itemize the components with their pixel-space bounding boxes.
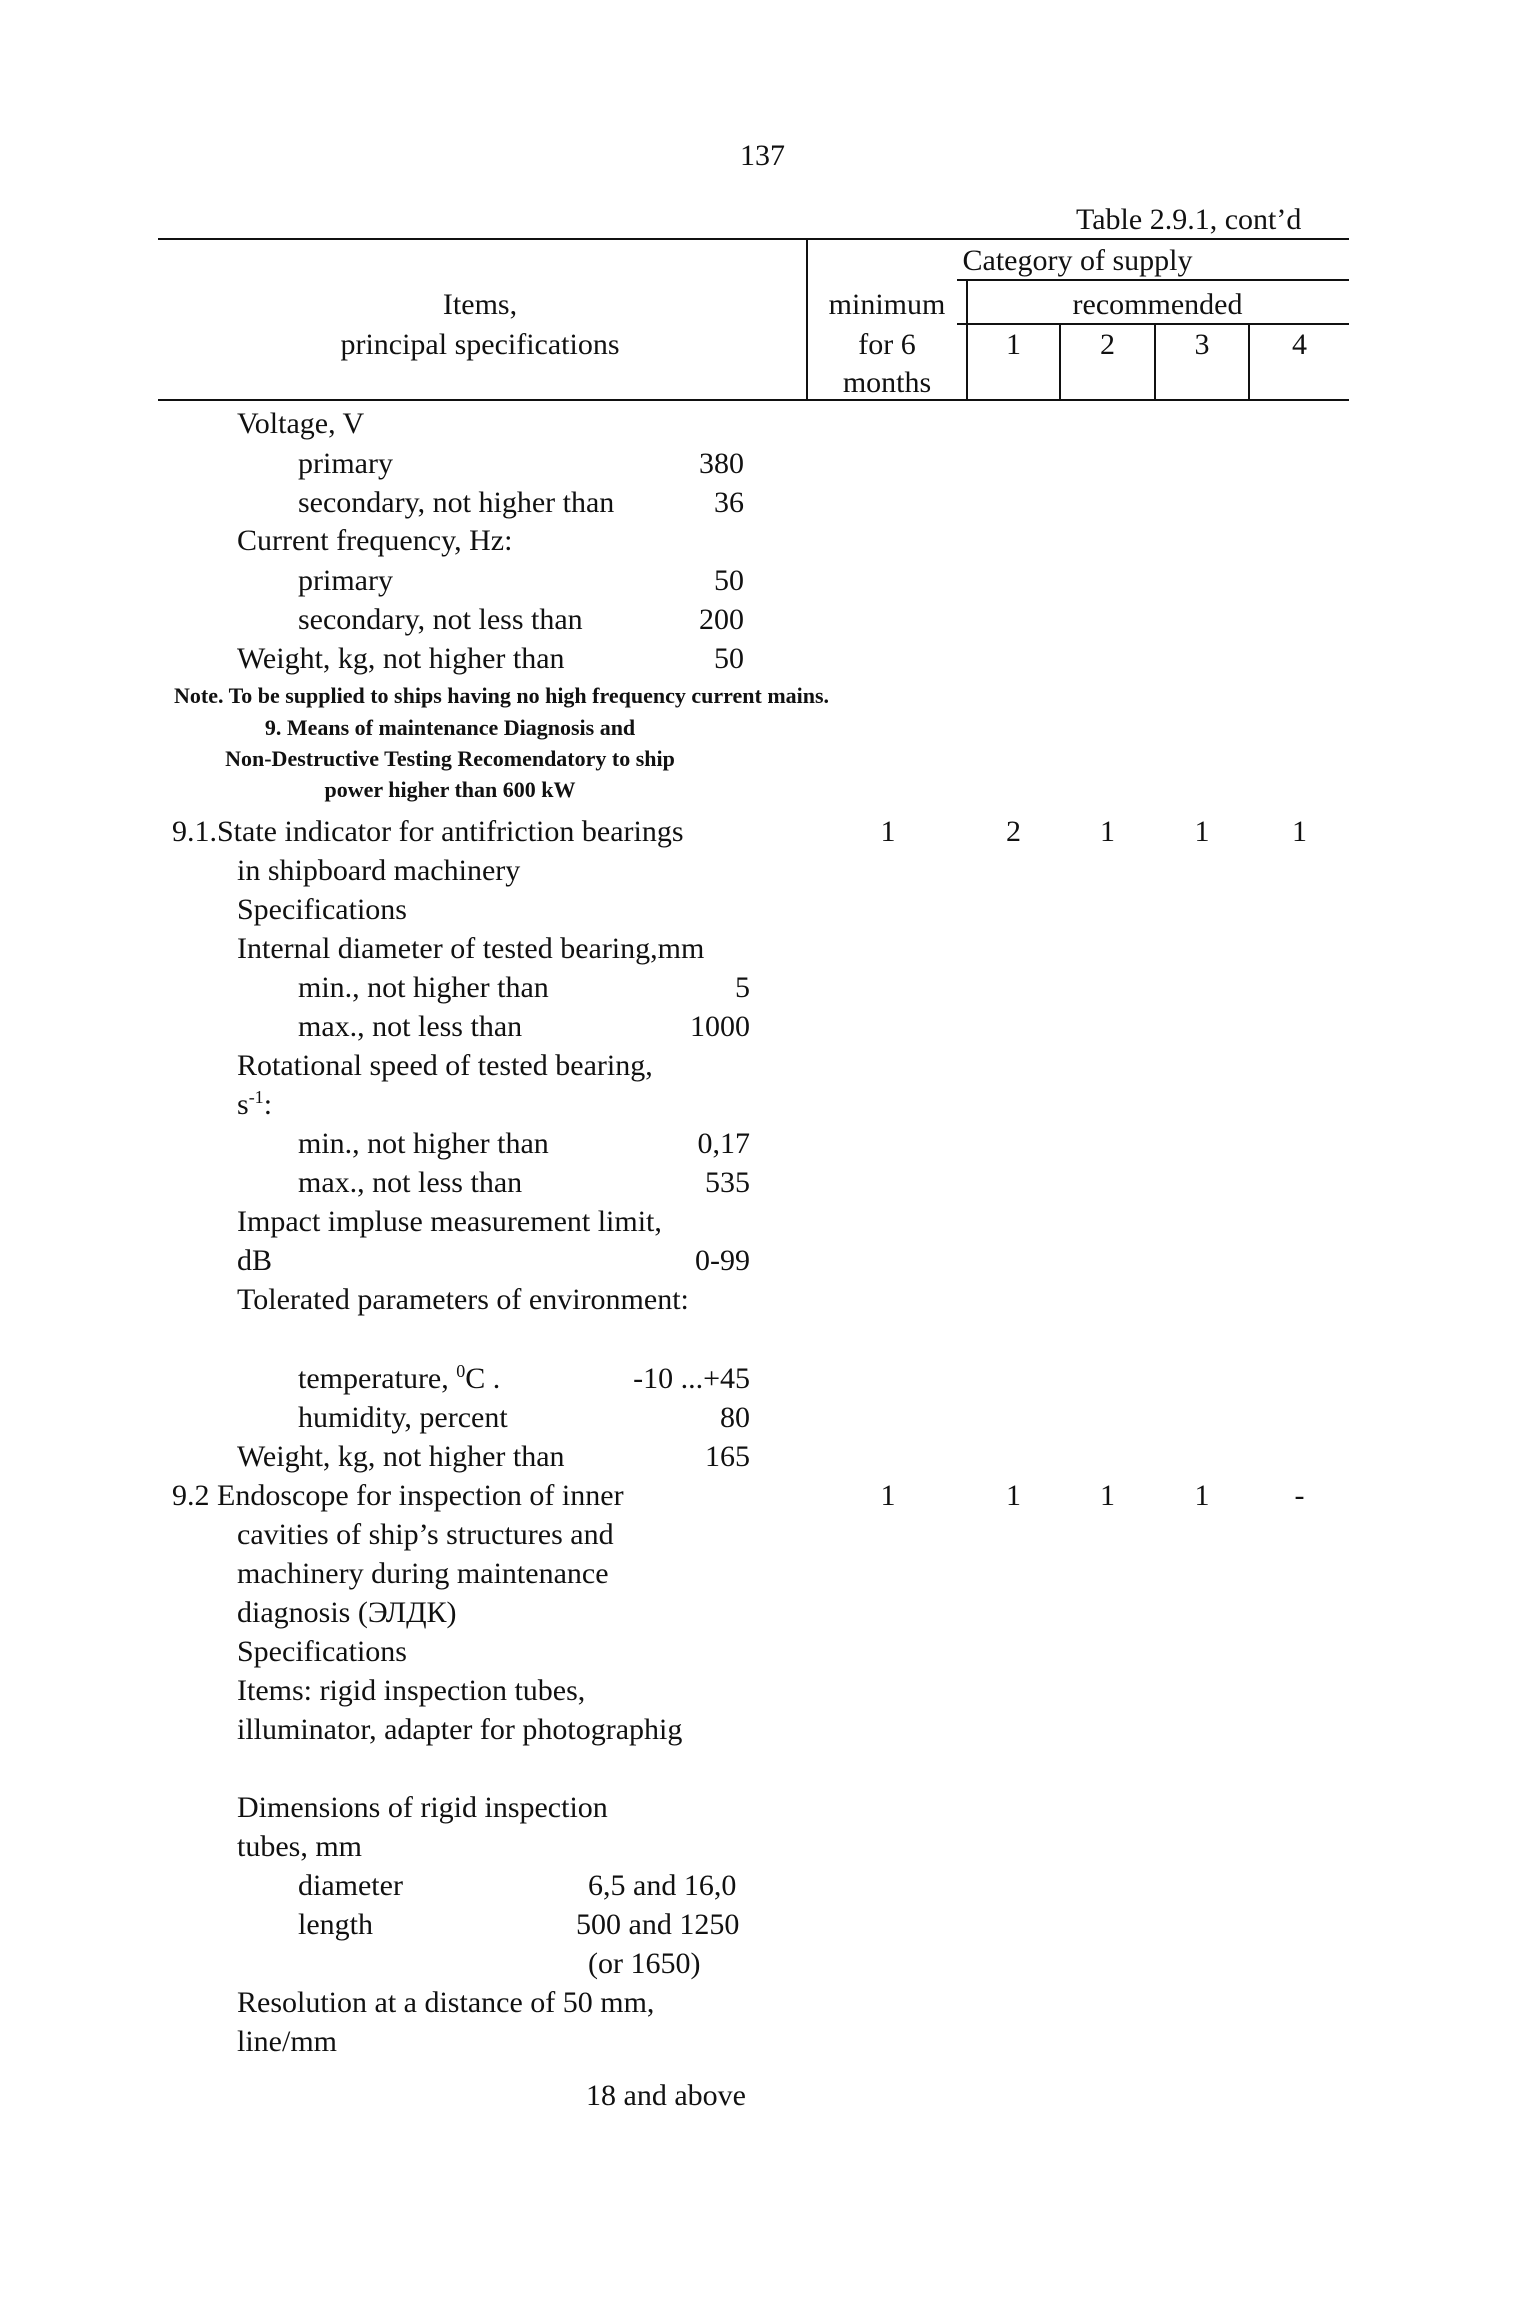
item-9-2-items-line1: Items: rigid inspection tubes, [237,1674,586,1707]
section-heading-1: 9. Means of maintenance Diagnosis and [264,715,636,740]
item-9-1-weight-value: 165 [705,1440,750,1473]
item-9-1-diam-min-value: 5 [735,971,750,1004]
item-9-2-diameter-label: diameter [298,1869,403,1902]
voltage-primary-label: primary [298,447,393,480]
section-heading-2: Non-Destructive Testing Recomendatory to ship [225,746,675,771]
item-9-2-length-value: 500 and 1250 [576,1908,740,1941]
item-9-1-speed-title: Rotational speed of tested bearing, [237,1049,653,1082]
item-9-1-diam-max-label: max., not less than [298,1010,523,1043]
item-9-1-col2: 1 [1100,815,1115,848]
header-principal-specs: principal specifications [340,328,620,361]
item-9-1-speed-max-value: 535 [705,1166,750,1199]
item-9-1-humidity-label: humidity, percent [298,1401,508,1434]
item-9-1-col4: 1 [1292,815,1307,848]
item-9-2-resolution-title1: Resolution at a distance of 50 mm, [237,1986,655,2019]
item-9-2-diameter-value: 6,5 and 16,0 [588,1869,737,1902]
frequency-primary-label: primary [298,564,393,597]
item-9-2-items-line2: illuminator, adapter for photographig [237,1713,683,1746]
item-9-2-title: 9.2 Endoscope for inspection of inner [172,1479,624,1512]
table-caption: Table 2.9.1, cont’d [1076,203,1302,236]
table-header-bottom-rule [158,399,1349,401]
section-heading-3: power higher than 600 kW [324,777,576,802]
item-9-1-minimum: 1 [880,815,896,848]
item-9-2-length-label: length [298,1908,373,1941]
item-9-1-humidity-value: 80 [720,1401,750,1434]
page-number: 137 [740,139,785,172]
item-9-2-col2: 1 [1100,1479,1115,1512]
item-9-1-temp-value: -10 ...+45 [633,1362,750,1395]
item-9-2-length-value-2: (or 1650) [588,1947,701,1980]
item-9-2-line4: diagnosis (ЭЛДК) [237,1596,457,1629]
item-9-2-line2: cavities of ship’s structures and [237,1518,614,1551]
item-9-1-impact-unit: dB [237,1244,273,1277]
item-9-2-resolution-title2: line/mm [237,2025,337,2058]
frequency-primary-value: 50 [714,564,744,597]
item-9-1-speed-max-label: max., not less than [298,1166,523,1199]
item-9-1-speed-unit: $s^{-1}$: [237,1087,273,1121]
voltage-secondary-label: secondary, not higher than [298,486,615,519]
item-9-1-impact-value: 0-99 [695,1244,750,1277]
item-9-2-dim-title2: tubes, mm [237,1830,362,1863]
item-9-1-diam-min-label: min., not higher than [298,971,549,1004]
frequency-secondary-label: secondary, not less than [298,603,583,636]
frequency-title: Current frequency, Hz: [237,524,513,557]
item-9-2-col3: 1 [1194,1479,1210,1512]
weight-value: 50 [714,642,744,675]
item-9-2-col1: 1 [1006,1479,1021,1512]
item-9-2-line3: machinery during maintenance [237,1557,609,1590]
item-9-2-minimum: 1 [880,1479,896,1512]
header-col-3: 3 [1194,328,1210,361]
item-9-1-weight-label: Weight, kg, not higher than [237,1440,565,1473]
voltage-secondary-value: 36 [714,486,744,519]
voltage-primary-value: 380 [699,447,744,480]
item-9-1-diam-max-value: 1000 [690,1010,750,1043]
header-recommended: recommended [1072,288,1243,321]
header-items: Items, [442,288,518,321]
item-9-1-impact-title: Impact impluse measurement limit, [237,1205,662,1238]
item-9-2-dim-title1: Dimensions of rigid inspection [237,1791,608,1824]
item-9-1-col3: 1 [1194,815,1210,848]
header-category: Category of supply [962,244,1193,277]
header-col-2: 2 [1100,328,1115,361]
header-minimum: minimum [828,288,946,321]
item-9-2-resolution-value: 18 and above [586,2079,746,2112]
voltage-title: Voltage, V [237,407,365,440]
item-9-1-title: 9.1.State indicator for antifriction bearings [172,815,684,848]
table-top-rule [158,238,1349,240]
item-9-2-specifications: Specifications [237,1635,407,1668]
header-months: months [842,366,932,399]
item-9-1-title-2: in shipboard machinery [237,854,521,887]
item-9-1-diameter-title: Internal diameter of tested bearing,mm [237,932,705,965]
item-9-1-col1: 2 [1006,815,1021,848]
note: Note. To be supplied to ships having no high frequency current mains. [174,683,830,708]
frequency-secondary-value: 200 [699,603,744,636]
category-rule [957,279,1349,281]
weight-label: Weight, kg, not higher than [237,642,565,675]
item-9-2-col4: - [1294,1479,1305,1512]
header-for-6: for 6 [858,328,916,361]
header-col-4: 4 [1292,328,1307,361]
header-col-1: 1 [1006,328,1021,361]
item-9-1-speed-min-label: min., not higher than [298,1127,549,1160]
item-9-1-env-title: Tolerated parameters of environment: [237,1283,689,1316]
item-9-1-speed-min-value: 0,17 [697,1127,750,1160]
recommended-rule [957,323,1349,325]
item-9-1-temp-label: temperature, $^0$C . [298,1361,501,1395]
item-9-1-specifications: Specifications [237,893,407,926]
